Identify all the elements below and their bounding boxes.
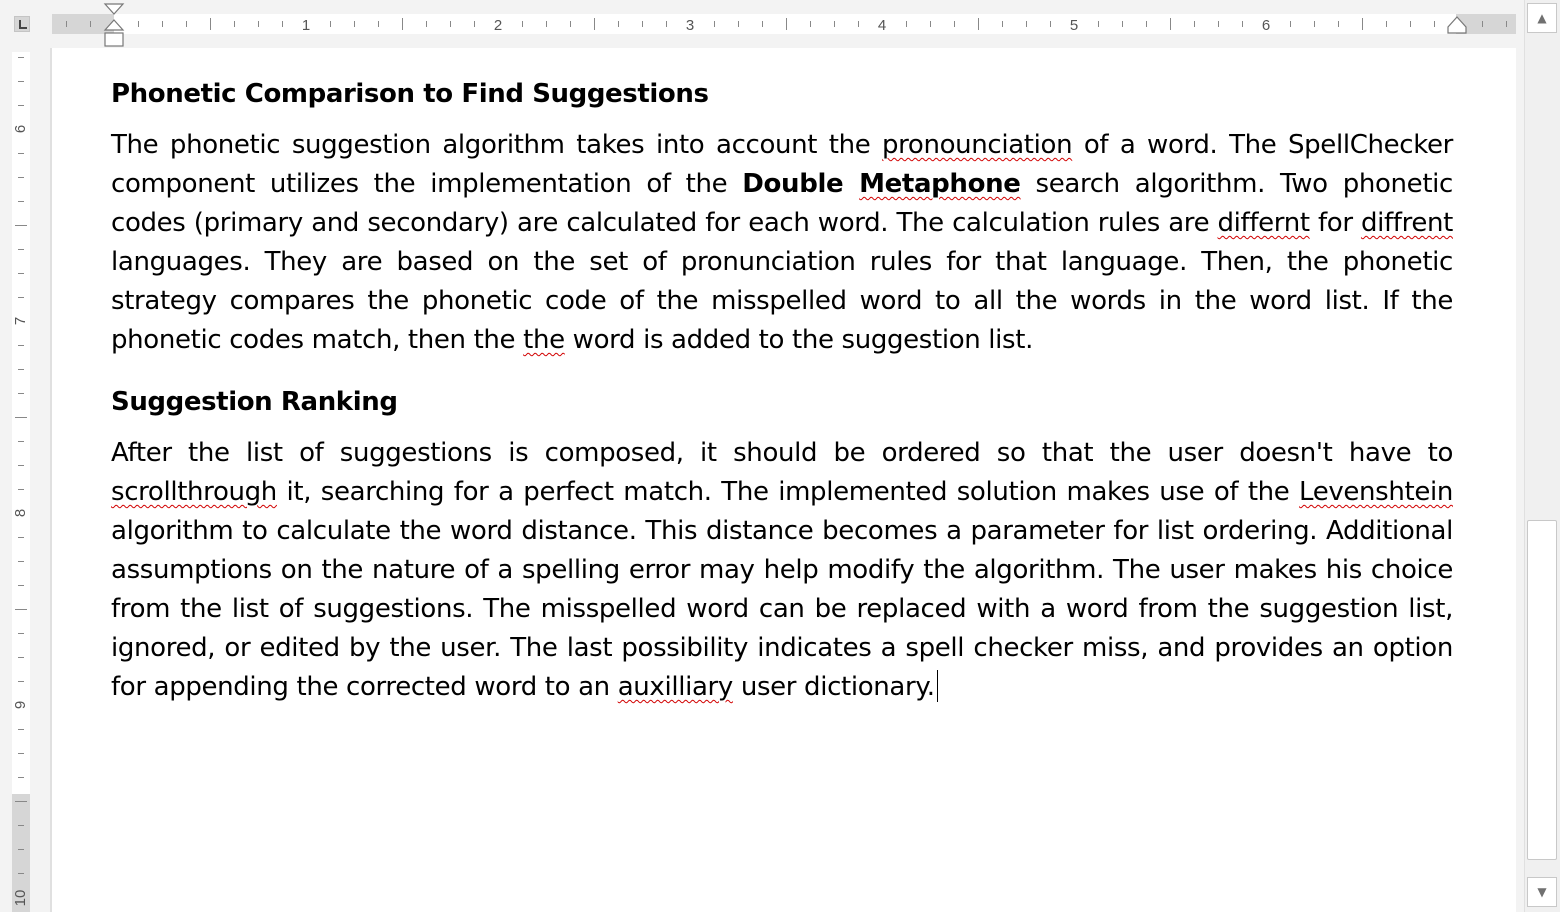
text-run: After the list of suggestions is composed, it should be ordered so that the user doesn't have to [111, 438, 1453, 468]
first-line-indent-marker[interactable] [102, 2, 126, 48]
ruler-number-5: 5 [1069, 17, 1079, 34]
heading-suggestion-ranking: Suggestion Ranking [111, 387, 398, 417]
right-indent-marker[interactable] [1445, 14, 1469, 36]
heading-phonetic-comparison: Phonetic Comparison to Find Suggestions [111, 79, 709, 109]
vertical-ruler[interactable] [12, 52, 30, 912]
vruler-number-8: 8 [12, 508, 29, 518]
misspelled-word[interactable]: auxilliary [617, 672, 733, 702]
vertical-scrollbar[interactable] [1524, 0, 1560, 912]
scroll-up-icon[interactable]: ▲ [1527, 3, 1557, 33]
scroll-down-icon[interactable]: ▼ [1527, 877, 1557, 907]
vruler-number-9: 9 [12, 700, 29, 710]
text-run: for [1309, 208, 1361, 238]
text-run: algorithm to calculate the word distance. This distance becomes a parameter for list ordering. Additional assumptions on the nature of a spelling error may help modify the algorithm. The user makes his choice from the list of suggestions. The misspelled word can be replaced with a word from the suggestion list, ignored, or edited by the user. The last possibility indicates a spell checker miss, and provides an option for appending the corrected word to an [111, 516, 1453, 702]
paragraph-ranking[interactable] [111, 434, 1453, 707]
scrollbar-thumb[interactable] [1527, 520, 1557, 860]
ruler-number-3: 3 [685, 17, 695, 34]
document-content[interactable] [111, 70, 1453, 707]
ruler-number-2: 2 [493, 17, 503, 34]
text-run: of a word. The SpellChecker component utilizes the implementation of the [111, 130, 1453, 199]
horizontal-ruler-ticks [52, 14, 1516, 34]
text-run: it, searching for a perfect match. The implemented solution makes use of the [276, 477, 1300, 507]
text-caret [937, 670, 938, 702]
vruler-number-10: 10 [12, 889, 29, 907]
ruler-number-1: 1 [301, 17, 311, 34]
horizontal-ruler[interactable] [52, 14, 1516, 34]
vertical-ruler-ticks [12, 52, 30, 912]
text-run: user dictionary. [732, 672, 935, 702]
misspelled-word[interactable]: Metaphone [859, 169, 1021, 199]
text-run: search algorithm. Two phonetic codes (primary and secondary) are calculated for each word. The calculation rules are [111, 169, 1453, 238]
tab-selector-button[interactable] [14, 16, 30, 32]
ruler-number-6: 6 [1261, 17, 1271, 34]
vruler-number-6: 6 [12, 124, 29, 134]
text-run: The phonetic suggestion algorithm takes into account the [111, 130, 882, 160]
misspelled-word[interactable]: diffrent [1360, 208, 1453, 238]
misspelled-word[interactable]: Levenshtein [1299, 477, 1453, 507]
bold-space [843, 169, 859, 199]
text-run: languages. They are based on the set of pronunciation rules for that language. Then, the phonetic strategy compares the phonetic code of the misspelled word to all the words in the word list. If the phonetic codes match, then the [111, 247, 1453, 355]
paragraph-phonetic[interactable] [111, 126, 1453, 360]
repeated-word[interactable]: the [523, 325, 565, 355]
bold-term: Double [742, 169, 844, 199]
misspelled-word[interactable]: scrollthrough [111, 477, 277, 507]
misspelled-word[interactable]: differnt [1217, 208, 1310, 238]
vruler-number-7: 7 [12, 316, 29, 326]
text-run: word is added to the suggestion list. [564, 325, 1034, 355]
ruler-number-4: 4 [877, 17, 887, 34]
misspelled-word[interactable]: pronounciation [881, 130, 1073, 160]
